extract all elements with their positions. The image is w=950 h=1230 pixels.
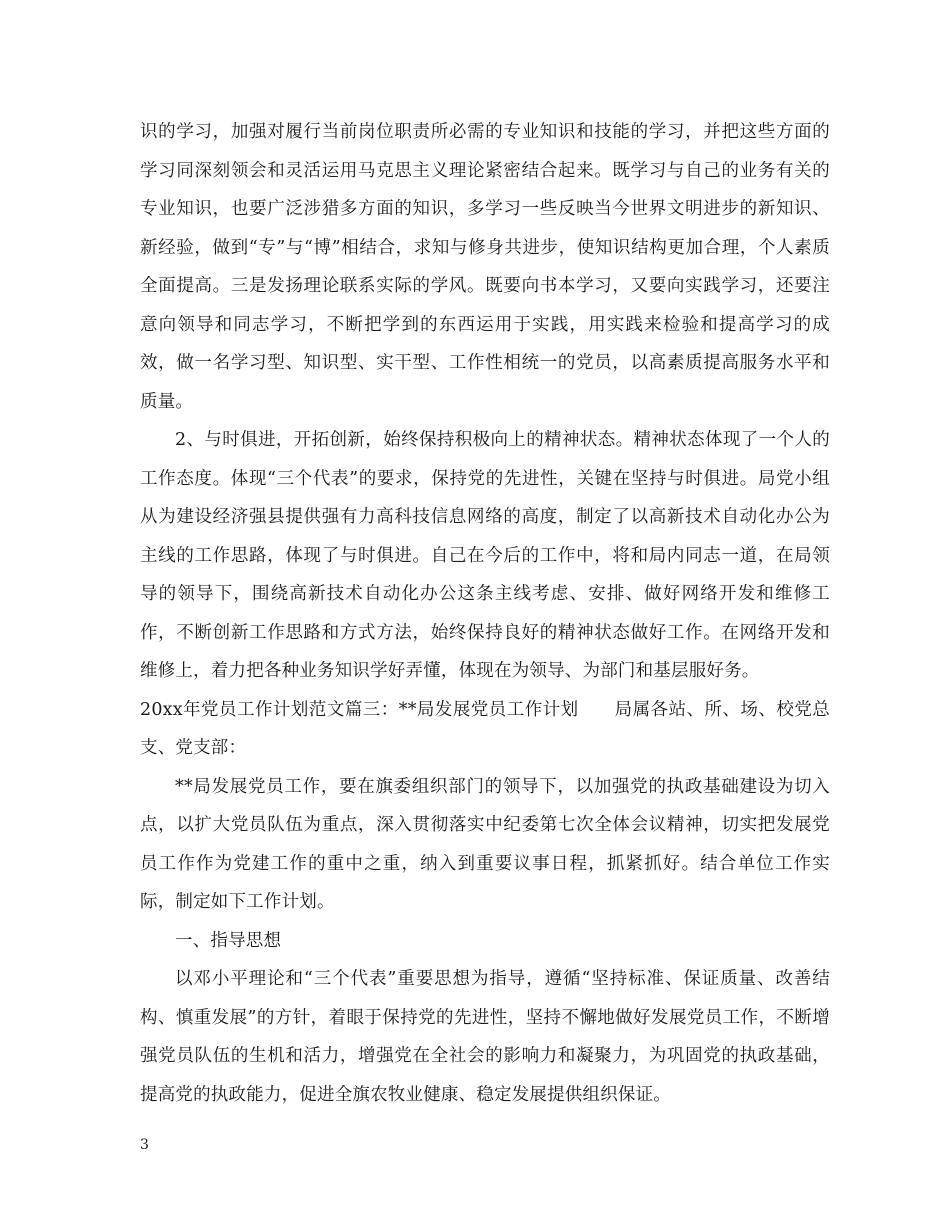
heading-guiding-ideology: 一、指导思想 (175, 930, 282, 951)
page-number: 3 (140, 1137, 149, 1153)
paragraph-2: 2、与时俱进，开拓创新，始终保持积极向上的精神状态。精神状态体现了一个人的工作态度。体现“三个代表”的要求，保持党的先进性，关键在坚持与时俱进。局党小组从为建设经济强县提供强有力高科技信息网络的高度，制定了以高新技术自动化办公为主线的工作思路，体现了与时俱进。自己在今后的工作中，将和局内同志一道，在局领导的领导下，围绕高新技术自动化办公这条主线考虑、安排、做好网络开发和维修工作，不断创新工作思路和方式方法，始终保持良好的精神状态做好工作。在网络开发和维修上，着力把各种业务知识学好弄懂，体现在为领导、为部门和基层服好务。 (140, 430, 830, 681)
paragraph-1: 识的学习，加强对履行当前岗位职责所必需的专业知识和技能的学习，并把这些方面的学习同深刻领会和灵活运用马克思主义理论紧密结合起来。既学习与自己的业务有关的专业知识，也要广泛涉猎多方面的知识，多学习一些反映当今世界文明进步的新知识、新经验，做到“专”与“博”相结合，求知与修身共进步，使知识结构更加合理，个人素质全面提高。三是发扬理论联系实际的学风。既要向书本学习，又要向实践学习，还要注意向领导和同志学习，不断把学到的东西运用于实践，用实践来检验和提高学习的成效，做一名学习型、知识型、实干型、工作性相统一的党员，以高素质提高服务水平和质量。 (140, 122, 830, 412)
paragraph-6: 以邓小平理论和“三个代表”重要思想为指导，遵循“坚持标准、保证质量、改善结构、慎重发展”的方针，着眼于保持党的先进性，坚持不懈地做好发展党员工作，不断增强党员队伍的生机和活力，增强党在全社会的影响力和凝聚力，为巩固党的执政基础，提高党的执政能力，促进全旗农牧业健康、稳定发展提供组织保证。 (140, 969, 830, 1105)
body-text (140, 113, 830, 1114)
paragraph-4: **局发展党员工作，要在旗委组织部门的领导下，以加强党的执政基础建设为切入点，以扩大党员队伍为重点，深入贯彻落实中纪委第七次全体会议精神，切实把发展党员工作作为党建工作的重中之重，纳入到重要议事日程，抓紧抓好。结合单位工作实际，制定如下工作计划。 (140, 776, 830, 912)
section-heading-plan-3: 20xx年党员工作计划范文篇三：**局发展党员工作计划 局属各站、所、场、校党总支、党支部： (140, 699, 830, 758)
